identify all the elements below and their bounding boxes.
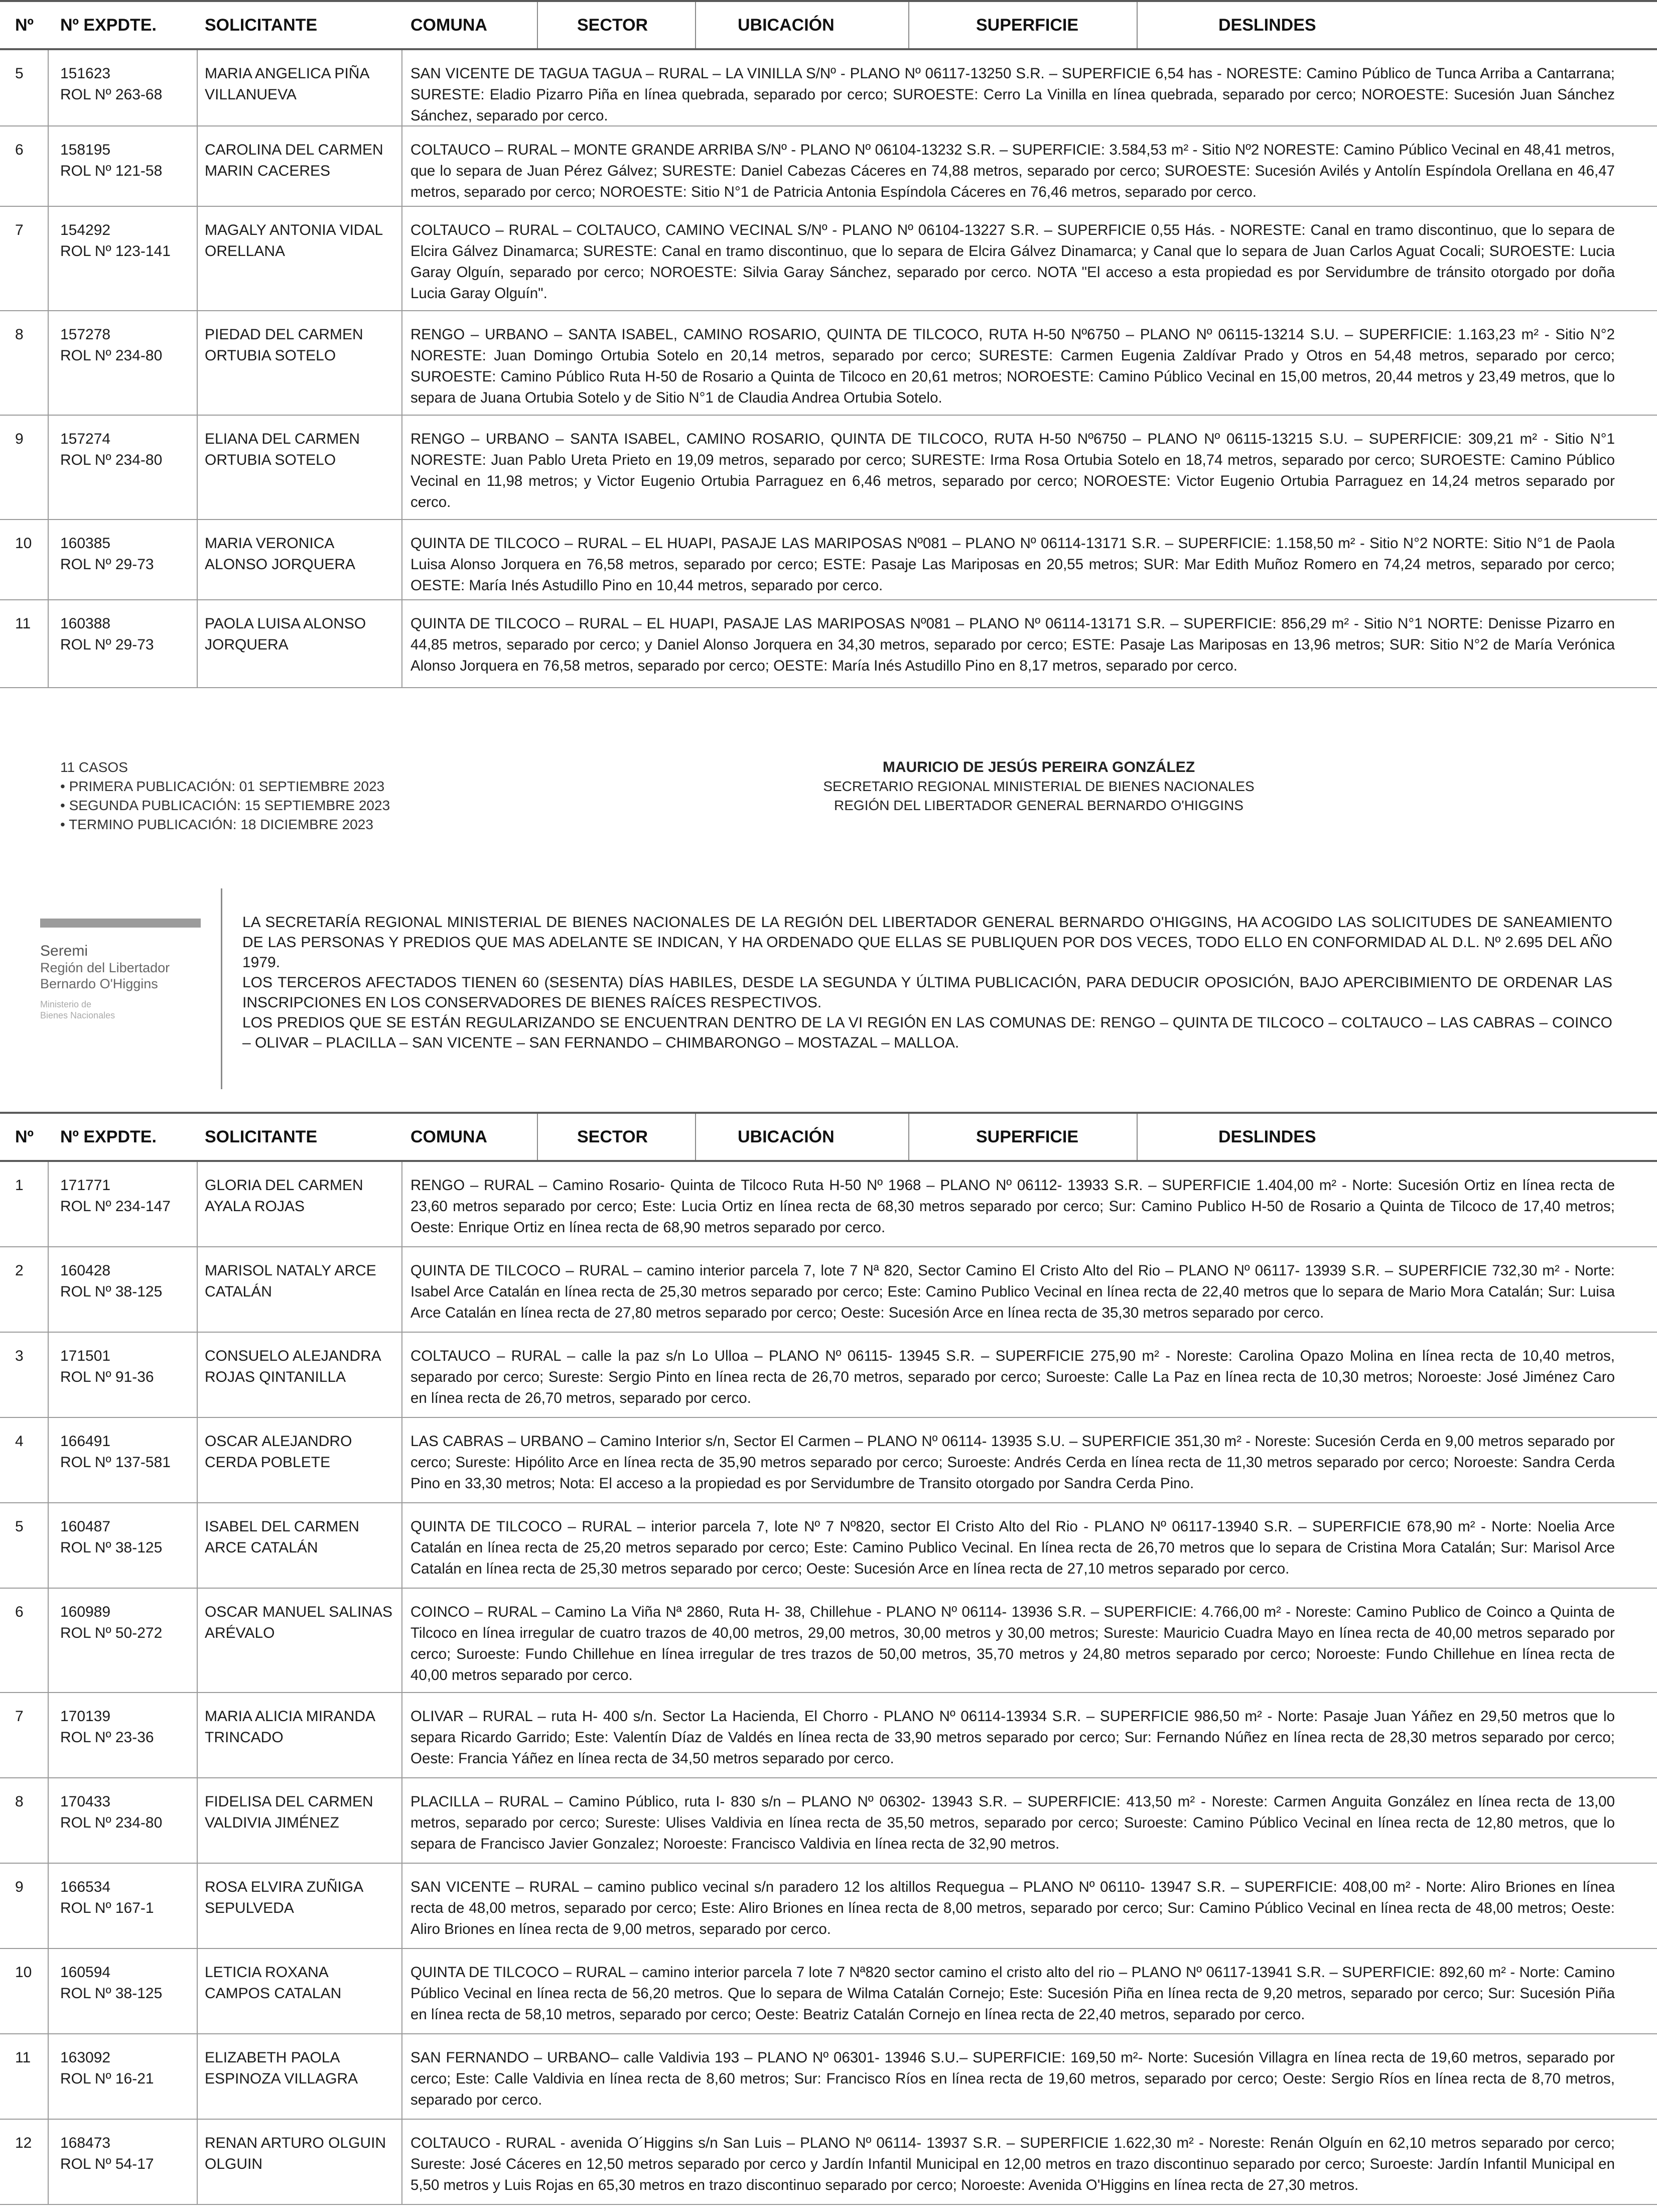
table-row: [0, 416, 1657, 520]
table-row: [0, 2120, 1657, 2205]
header-separator: [908, 1114, 909, 1160]
deslindes-description: OLIVAR – RURAL – ruta H- 400 s/n. Sector La Hacienda, El Chorro - PLANO Nº 06114-13934 S.R. – SUPERFICIE 986,50 m² - Norte: Pasaje Juan Yáñez en 29,50 metros que lo separa Ricardo Garrido; Este: Valentín Díaz de Valdés en línea recta de 33,90 metros separado por cerco; Sur: Fernando Núñez en línea recta de 28,30 metros separado por cerco; Oeste: Francia Yáñez en línea recta de 34,50 metros separado por cerco.: [410, 1708, 1615, 1767]
expediente-number: 170433: [60, 1793, 111, 1810]
header-deslindes: DESLINDES: [1218, 16, 1316, 35]
deslindes-description: LAS CABRAS – URBANO – Camino Interior s/n, Sector El Carmen – PLANO Nº 06114- 13935 S.U. – SUPERFICIE 351,30 m² - Noreste: Sucesión Cerda en 9,00 metros separado por cerco; Sureste: Hipólito Arce en línea recta de 35,90 metros separado por cerco; Suroeste: Andrés Cerda en línea recta de 11,30 metros separado por cerco; Noroeste: Sandra Cerda Pino en 33,30 metros; Nota: El acceso a la propiedad es por Servidumbre de Transito otorgado por Sandra Cerda Pino.: [410, 1433, 1615, 1492]
column-divider: [401, 50, 402, 688]
rol-number: ROL Nº 29-73: [60, 636, 154, 653]
solicitante-name: MARISOL NATALY ARCE CATALÁN: [205, 1262, 376, 1300]
expediente-cell: [60, 1516, 191, 1558]
table-row: [0, 1864, 1657, 1949]
deslindes-description: SAN VICENTE – RURAL – camino publico vecinal s/n paradero 12 los altillos Requegua – PLANO Nº 06110- 13947 S.R. – SUPERFICIE: 408,00 m² - Norte: Aliro Briones en línea recta de 48,00 metros, separado por cerco; Este: Aliro Briones en línea recta de 8,00 metros, separado por cerco; Sur: Camino Público Vecinal en línea recta de 48,00 metros; Oeste: Aliro Briones en línea recta de 9,00 metros, separado por cerco.: [410, 1879, 1615, 1937]
row-number: 5: [15, 65, 24, 82]
expediente-cell: [60, 324, 191, 366]
solicitante-name: FIDELISA DEL CARMEN VALDIVIA JIMÉNEZ: [205, 1793, 373, 1831]
table-row: [0, 600, 1657, 688]
column-divider: [401, 1162, 402, 2205]
table-row: [0, 1503, 1657, 1589]
row-number: 4: [15, 1433, 24, 1450]
row-divider: [0, 2204, 1657, 2205]
expediente-cell: [60, 1877, 191, 1919]
header-comuna: COMUNA: [410, 1127, 487, 1146]
expediente-number: 170139: [60, 1708, 111, 1725]
deslindes-description: COLTAUCO – RURAL – MONTE GRANDE ARRIBA S/Nº - PLANO Nº 06104-13232 S.R. – SUPERFICIE: 3.584,53 m² - Sitio Nº2 NORESTE: Camino Público Vecinal en 48,41 metros, que lo separa de Juan Pérez Gálvez; SURESTE: Daniel Cabezas Cáceres en 74,88 metros, separado por cerco; SUROESTE: Sucesión Avilés y Antolín Espíndola Orellana en 46,47 metros, separado por cerco; NOROESTE: Sitio N°1 de Patricia Antonia Espíndola Cáceres en 76,46 metros, separado por cerco.: [410, 142, 1615, 200]
header-sector: SECTOR: [577, 16, 648, 35]
column-divider: [48, 50, 49, 688]
logo-region-2: Bernardo O'Higgins: [40, 976, 158, 991]
expediente-number: 157278: [60, 326, 111, 343]
expediente-number: 166491: [60, 1433, 111, 1450]
expediente-cell: [60, 220, 191, 262]
deslindes-description: SAN FERNANDO – URBANO– calle Valdivia 193 – PLANO Nº 06301- 13946 S.U.– SUPERFICIE: 169,50 m²- Norte: Sucesión Villagra en línea recta de 19,60 metros, separado por cerco; Este: Calle Valdivia en línea recta de 8,60 metros; Sur: Francisco Ríos en línea recta de 19,60 metros, separado por cerco; Oeste: Sergio Ríos en línea recta de 8,70 metros, separado por cerco.: [410, 2049, 1615, 2108]
expediente-cell: [60, 140, 191, 182]
publication-footer: [0, 753, 1657, 843]
signer-name: MAURICIO DE JESÚS PEREIRA GONZÁLEZ: [882, 759, 1195, 775]
deslindes-description: QUINTA DE TILCOCO – RURAL – interior parcela 7, lote Nº 7 Nº820, sector El Cristo Alto del Rio - PLANO Nº 06117-13940 S.R. – SUPERFICIE 678,90 m² - Norte: Noelia Arce Catalán en línea recta de 25,20 metros separado por cerco; Este: Camino Publico Vecinal. En línea recta de 26,70 metros que lo separa de Cristina Mora Catalán; Sur: Marisol Arce Catalán en línea recta de 25,30 metros separado por cerco; Oeste: Sucesión Arce en línea recta de 27,10 metros separado por cerco.: [410, 1518, 1615, 1577]
deslindes-description: RENGO – URBANO – SANTA ISABEL, CAMINO ROSARIO, QUINTA DE TILCOCO, RUTA H-50 Nº6750 – PLANO Nº 06115-13214 S.U. – SUPERFICIE: 1.163,23 m² - Sitio N°2 NORESTE: Juan Domingo Ortubia Sotelo en 20,14 metros, separado por cerco; SURESTE: Carmen Eugenia Zaldívar Prado y Otros en 54,48 metros, separado por cerco; SUROESTE: Camino Público Ruta H-50 de Rosario a Quinta de Tilcoco en 20,61 metros; NOROESTE: Camino Público Vecinal en 15,00 metros, 20,44 metros y 23,49 metros, que lo separa de Juana Ortubia Sotelo y de Sitio N°1 de Claudia Andrea Ortubia Sotelo.: [410, 326, 1615, 406]
row-number: 7: [15, 1708, 24, 1725]
expediente-number: 160388: [60, 615, 111, 632]
rol-number: ROL Nº 38-125: [60, 1539, 163, 1556]
expediente-cell: [60, 1706, 191, 1748]
row-number: 9: [15, 431, 24, 447]
row-number: 11: [15, 2049, 31, 2066]
header-superficie: SUPERFICIE: [976, 1127, 1079, 1146]
table-block-1: [0, 0, 1657, 688]
deslindes-description: QUINTA DE TILCOCO – RURAL – EL HUAPI, PASAJE LAS MARIPOSAS Nº081 – PLANO Nº 06114-13171 S.R. – SUPERFICIE: 1.158,50 m² - Sitio N°2 NORTE: Sitio N°1 de Paola Luisa Alonso Jorquera en 76,58 metros, separado por cerco; ESTE: Pasaje Las Mariposas en 20,55 metros; SUR: Mar Edith Muñoz Romero en 74,24 metros, separado por cerco; OESTE: María Inés Astudillo Pino en 10,44 metros, separado por cerco.: [410, 535, 1615, 594]
header-expdte: Nº EXPDTE.: [60, 1127, 157, 1146]
header-ubicacion: UBICACIÓN: [738, 16, 835, 35]
logo-ministry-1: Ministerio de: [40, 999, 92, 1009]
header-separator: [695, 2, 696, 48]
header-separator: [908, 2, 909, 48]
header-deslindes: DESLINDES: [1218, 1127, 1316, 1146]
expediente-number: 168473: [60, 2135, 111, 2151]
deslindes-description: QUINTA DE TILCOCO – RURAL – EL HUAPI, PASAJE LAS MARIPOSAS Nº081 – PLANO Nº 06114-13171 S.R. – SUPERFICIE: 856,29 m² - Sitio N°1 NORTE: Denisse Pizarro en 44,85 metros, separado por cerco; y Daniel Alonso Jorquera en 34,30 metros, separado por cerco; ESTE: Pasaje Las Mariposas en 13,96 metros; SUR: Sitio N°2 de María Verónica Alonso Jorquera en 76,58 metros, separado por cerco; OESTE: María Inés Astudillo Pino en 8,17 metros, separado por cerco.: [410, 615, 1615, 674]
solicitante-name: OSCAR ALEJANDRO CERDA POBLETE: [205, 1433, 352, 1471]
column-divider: [197, 1162, 198, 2205]
expediente-cell: [60, 533, 191, 575]
solicitante-name: PAOLA LUISA ALONSO JORQUERA: [205, 615, 366, 653]
table-block-2: [0, 1112, 1657, 2205]
solicitante-name: MAGALY ANTONIA VIDAL ORELLANA: [205, 222, 383, 259]
column-divider: [197, 50, 198, 688]
row-number: 6: [15, 1604, 24, 1620]
header-separator: [537, 2, 538, 48]
rol-number: ROL Nº 29-73: [60, 556, 154, 573]
header-expdte: Nº EXPDTE.: [60, 16, 157, 35]
row-number: 2: [15, 1262, 24, 1279]
expediente-number: 151623: [60, 65, 111, 82]
header-sector: SECTOR: [577, 1127, 648, 1146]
table-row: [0, 1778, 1657, 1864]
expediente-cell: [60, 63, 191, 105]
header-solicitante: SOLICITANTE: [205, 16, 318, 35]
notice-divider: [221, 888, 222, 1089]
deslindes-description: QUINTA DE TILCOCO – RURAL – camino interior parcela 7 lote 7 Nª820 sector camino el cristo alto del rio – PLANO Nº 06117-13941 S.R. – SUPERFICIE: 892,60 m² - Norte: Camino Público Vecinal en línea recta de 56,20 metros. Que lo separa de Wilma Catalán Cornejo; Este: Sucesión Piña en línea recta de 9,20 metros, separado por cerco; Sur: Sucesión Piña en línea recta de 58,10 metros, separado por cerco; Oeste: Beatriz Catalán Cornejo en línea recta de 22,40 metros, separado por cerco.: [410, 1964, 1615, 2023]
expediente-number: 154292: [60, 222, 111, 238]
signer-title: SECRETARIO REGIONAL MINISTERIAL DE BIENES NACIONALES: [823, 778, 1255, 794]
table-row: [0, 1247, 1657, 1333]
rol-number: ROL Nº 38-125: [60, 1283, 163, 1300]
notice-text: [242, 913, 1612, 1053]
row-divider: [0, 687, 1657, 688]
row-number: 8: [15, 1793, 24, 1810]
expediente-cell: [60, 2133, 191, 2175]
solicitante-name: GLORIA DEL CARMEN AYALA ROJAS: [205, 1177, 363, 1215]
solicitante-name: MARIA ALICIA MIRANDA TRINCADO: [205, 1708, 375, 1746]
row-number: 8: [15, 326, 24, 343]
seremi-logo: [40, 919, 201, 1021]
rol-number: ROL Nº 263-68: [60, 86, 163, 103]
cases-count: 11 CASOS: [60, 759, 128, 775]
solicitante-name: LETICIA ROXANA CAMPOS CATALAN: [205, 1964, 342, 2002]
header-ubicacion: UBICACIÓN: [738, 1127, 835, 1146]
solicitante-name: MARIA ANGELICA PIÑA VILLANUEVA: [205, 65, 369, 103]
rol-number: ROL Nº 54-17: [60, 2156, 154, 2172]
expediente-cell: [60, 429, 191, 471]
header-superficie: SUPERFICIE: [976, 16, 1079, 35]
expediente-number: 160428: [60, 1262, 111, 1279]
rol-number: ROL Nº 38-125: [60, 1985, 163, 2002]
deslindes-description: COLTAUCO - RURAL - avenida O´Higgins s/n San Luis – PLANO Nº 06114- 13937 S.R. – SUPERFICIE 1.622,30 m² - Noreste: Renán Olguín en 62,10 metros separado por cerco; Sureste: José Cáceres en 12,50 metros separado por cerco y Jardín Infantil Municipal en 12,00 metros en trazo discontinuo separado por cerco; Suroeste: Jardín Infantil Municipal en 5,50 metros y Luis Rojas en 65,30 metros en trazo discontinuo separado por cerco; Noroeste: Avenida O'Higgins en línea recta de 27,30 metros.: [410, 2135, 1615, 2193]
solicitante-name: ELIANA DEL CARMEN ORTUBIA SOTELO: [205, 431, 360, 468]
column-divider: [48, 1162, 49, 2205]
solicitante-name: ISABEL DEL CARMEN ARCE CATALÁN: [205, 1518, 359, 1556]
header-separator: [537, 1114, 538, 1160]
notice-paragraph-2: LOS TERCEROS AFECTADOS TIENEN 60 (SESENTA) DÍAS HABILES, DESDE LA SEGUNDA Y ÚLTIMA PUBLICACIÓN, PARA DEDUCIR OPOSICIÓN, BAJO APERCIBIMIENTO DE ORDENAR LAS INSCRIPCIONES EN LOS CONSERVADORES DE BIENES RAÍCES RESPECTIVOS.: [242, 974, 1612, 1011]
table-row: [0, 1693, 1657, 1778]
row-number: 10: [15, 535, 32, 552]
header-separator: [695, 1114, 696, 1160]
table-row: [0, 50, 1657, 126]
header-separator: [1137, 1114, 1138, 1160]
solicitante-name: RENAN ARTURO OLGUIN OLGUIN: [205, 2135, 386, 2172]
rol-number: ROL Nº 234-80: [60, 452, 163, 468]
solicitante-name: PIEDAD DEL CARMEN ORTUBIA SOTELO: [205, 326, 363, 364]
table-row: [0, 1949, 1657, 2034]
row-number: 1: [15, 1177, 24, 1194]
rol-number: ROL Nº 16-21: [60, 2070, 154, 2087]
table-row: [0, 1589, 1657, 1693]
deslindes-description: COLTAUCO – RURAL – calle la paz s/n Lo Ulloa – PLANO Nº 06115- 13945 S.R. – SUPERFICIE 275,90 m² - Noreste: Carolina Opazo Molina en línea recta de 10,40 metros, separado por cerco; Sureste: Sergio Pinto en línea recta de 26,70 metros, separado por cerco; Suroeste: Calle La Paz en línea recta de 10,30 metros; Noroeste: José Jiménez Caro en línea recta de 26,70 metros, separado por cerco.: [410, 1348, 1615, 1406]
signature-block: [652, 758, 1425, 815]
row-number: 9: [15, 1879, 24, 1895]
end-publication: • TERMINO PUBLICACIÓN: 18 DICIEMBRE 2023: [60, 817, 373, 832]
expediente-cell: [60, 613, 191, 656]
second-publication: • SEGUNDA PUBLICACIÓN: 15 SEPTIEMBRE 2023: [60, 798, 390, 813]
deslindes-description: COLTAUCO – RURAL – COLTAUCO, CAMINO VECINAL S/Nº - PLANO Nº 06104-13227 S.R. – SUPERFICIE 0,55 Hás. - NORESTE: Canal en tramo discontinuo, que lo separa de Elcira Gálvez Dinamarca; SURESTE: Canal en tramo discontinuo, que lo separa de Elcira Gálvez Dinamarca; y Canal que lo separa de Juan Carlos Aguat Cocali; SUROESTE: Lucia Garay Olguín, separado por cerco; NOROESTE: Silvia Garay Sánchez, separado por cerco. NOTA "El acceso a esta propiedad es por Servidumbre de tránsito otorgado por doña Lucia Garay Olguín".: [410, 222, 1615, 302]
header-num: Nº: [15, 1127, 34, 1146]
table-header: [0, 1112, 1657, 1162]
rol-number: ROL Nº 23-36: [60, 1729, 154, 1746]
table-header: [0, 0, 1657, 50]
deslindes-description: COINCO – RURAL – Camino La Viña Nª 2860, Ruta H- 38, Chillehue - PLANO Nº 06114- 13936 S.R. – SUPERFICIE: 4.766,00 m² - Noreste: Camino Publico de Coinco a Quinta de Tilcoco en línea irregular de cuatro trazos de 40,00 metros, 29,00 metros, 30,00 metros y 30,00 metros; Sureste: Mauricio Cuadra Mayo en línea recta de 40,00 metros separado por cerco; Suroeste: Fundo Chillehue en línea irregular de tres trazos de 50,00 metros, 35,70 metros y 24,80 metros separado por cerco; Noroeste: Fundo Chillehue en línea recta de 40,00 metros separado por cerco.: [410, 1604, 1615, 1683]
deslindes-description: QUINTA DE TILCOCO – RURAL – camino interior parcela 7, lote 7 Nª 820, Sector Camino El Cristo Alto del Rio – PLANO Nº 06117- 13939 S.R. – SUPERFICIE 732,30 m² - Norte: Isabel Arce Catalán en línea recta de 25,30 metros separado por cerco; Este: Camino Publico Vecinal en línea recta de 22,40 metros que lo separa de Mario Mora Catalán; Sur: Luisa Arce Catalán en línea recta de 27,80 metros separado por cerco; Oeste: Sucesión Arce en línea recta de 35,30 metros separado por cerco.: [410, 1262, 1615, 1321]
expediente-number: 171501: [60, 1348, 111, 1364]
logo-flag-icon: [40, 919, 201, 928]
notice-section: [0, 878, 1657, 1089]
row-number: 6: [15, 142, 24, 158]
expediente-number: 160487: [60, 1518, 111, 1535]
table-row: [0, 311, 1657, 416]
solicitante-name: CONSUELO ALEJANDRA ROJAS QINTANILLA: [205, 1348, 381, 1385]
header-comuna: COMUNA: [410, 16, 487, 35]
row-number: 10: [15, 1964, 32, 1981]
expediente-number: 160385: [60, 535, 111, 552]
table-row: [0, 2034, 1657, 2120]
table-row: [0, 520, 1657, 600]
expediente-number: 163092: [60, 2049, 111, 2066]
expediente-cell: [60, 1431, 191, 1473]
row-number: 12: [15, 2135, 32, 2151]
deslindes-description: PLACILLA – RURAL – Camino Público, ruta I- 830 s/n – PLANO Nº 06302- 13943 S.R. – SUPERFICIE: 413,50 m² - Noreste: Carmen Anguita González en línea recta de 13,00 metros, separado por cerco; Sureste: Ulises Valdivia en línea recta de 35,50 metros, separado por cerco; Suroeste: Camino Público Vecinal en línea recta de 12,80 metros, que lo separa de Francisco Javier Gonzalez; Noroeste: Francisco Valdivia en línea recta de 32,90 metros.: [410, 1793, 1615, 1852]
rol-number: ROL Nº 121-58: [60, 163, 163, 179]
row-number: 7: [15, 222, 24, 238]
expediente-cell: [60, 1260, 191, 1303]
notice-paragraph-3: LOS PREDIOS QUE SE ESTÁN REGULARIZANDO SE ENCUENTRAN DENTRO DE LA VI REGIÓN EN LAS COMUNAS DE: RENGO – QUINTA DE TILCOCO – COLTAUCO – LAS CABRAS – COINCO – OLIVAR – PLACILLA – SAN VICENTE – SAN FERNANDO – CHIMBARONGO – MOSTAZAL – MALLOA.: [242, 1014, 1612, 1051]
logo-ministry-2: Bienes Nacionales: [40, 1010, 115, 1020]
row-number: 3: [15, 1348, 24, 1364]
rol-number: ROL Nº 234-80: [60, 347, 163, 364]
rol-number: ROL Nº 91-36: [60, 1369, 154, 1385]
row-number: 5: [15, 1518, 24, 1535]
expediente-cell: [60, 1346, 191, 1388]
header-separator: [1137, 2, 1138, 48]
expediente-number: 158195: [60, 142, 111, 158]
notice-paragraph-1: LA SECRETARÍA REGIONAL MINISTERIAL DE BIENES NACIONALES DE LA REGIÓN DEL LIBERTADOR GENERAL BERNARDO O'HIGGINS, HA ACOGIDO LAS SOLICITUDES DE SANEAMIENTO DE LAS PERSONAS Y PREDIOS QUE MAS ADELANTE SE INDICAN, Y HA ORDENADO QUE ELLAS SE PUBLIQUEN POR DOS VECES, TODO ELLO EN CONFORMIDAD AL D.L. Nº 2.695 DEL AÑO 1979.: [242, 914, 1612, 971]
solicitante-name: ELIZABETH PAOLA ESPINOZA VILLAGRA: [205, 2049, 358, 2087]
solicitante-name: OSCAR MANUEL SALINAS ARÉVALO: [205, 1604, 392, 1641]
rol-number: ROL Nº 234-147: [60, 1198, 171, 1215]
expediente-number: 160989: [60, 1604, 111, 1620]
rol-number: ROL Nº 123-141: [60, 243, 171, 259]
expediente-cell: [60, 2047, 191, 2090]
logo-region-1: Región del Libertador: [40, 960, 170, 975]
row-number: 11: [15, 615, 31, 632]
rol-number: ROL Nº 50-272: [60, 1625, 163, 1641]
expediente-cell: [60, 1602, 191, 1644]
table-row: [0, 1418, 1657, 1503]
solicitante-name: MARIA VERONICA ALONSO JORQUERA: [205, 535, 356, 573]
deslindes-description: SAN VICENTE DE TAGUA TAGUA – RURAL – LA VINILLA S/Nº - PLANO Nº 06117-13250 S.R. – SUPERFICIE 6,54 has - NORESTE: Camino Público de Tunca Arriba a Cantarrana; SURESTE: Eladio Pizarro Piña en línea quebrada, separado por cerco; SUROESTE: Cerro La Vinilla en línea quebrada, separado por cerco; NOROESTE: Sucesión Juan Sánchez Sánchez, separado por cerco.: [410, 65, 1615, 124]
expediente-cell: [60, 1962, 191, 2004]
deslindes-description: RENGO – RURAL – Camino Rosario- Quinta de Tilcoco Ruta H-50 Nº 1968 – PLANO Nº 06112- 13933 S.R. – SUPERFICIE 1.404,00 m² - Norte: Sucesión Ortiz en línea recta de 23,60 metros separado por cerco; Este: Lucia Ortiz en línea recta de 68,30 metros separado por cerco; Sur: Camino Publico H-50 de Rosario a Quinta de Tilcoco de 17,40 metros; Oeste: Enrique Ortiz en línea recta de 68,90 metros separado por cerco.: [410, 1177, 1615, 1236]
expediente-cell: [60, 1791, 191, 1834]
expediente-number: 160594: [60, 1964, 111, 1981]
table-row: [0, 207, 1657, 311]
first-publication: • PRIMERA PUBLICACIÓN: 01 SEPTIEMBRE 2023: [60, 778, 385, 794]
expediente-number: 157274: [60, 431, 111, 447]
header-num: Nº: [15, 16, 34, 35]
rol-number: ROL Nº 137-581: [60, 1454, 171, 1471]
expediente-cell: [60, 1175, 191, 1217]
table-row: [0, 126, 1657, 207]
solicitante-name: CAROLINA DEL CARMEN MARIN CACERES: [205, 142, 383, 179]
expediente-number: 166534: [60, 1879, 111, 1895]
rol-number: ROL Nº 167-1: [60, 1900, 154, 1916]
deslindes-description: RENGO – URBANO – SANTA ISABEL, CAMINO ROSARIO, QUINTA DE TILCOCO, RUTA H-50 Nº6750 – PLANO Nº 06115-13215 S.U. – SUPERFICIE: 309,21 m² - Sitio N°1 NORESTE: Juan Pablo Ureta Prieto en 19,09 metros, separado por cerco; SURESTE: Irma Rosa Ortubia Sotelo en 18,74 metros, separado por cerco; SUROESTE: Camino Público Vecinal en 11,98 metros; y Victor Eugenio Ortubia Parraguez en 6,46 metros, separado por cerco; NOROESTE: Victor Eugenio Ortubia Parraguez en 14,24 metros separado por cerco.: [410, 431, 1615, 510]
signer-region: REGIÓN DEL LIBERTADOR GENERAL BERNARDO O'HIGGINS: [834, 798, 1244, 813]
table-row: [0, 1162, 1657, 1247]
publication-dates: [60, 758, 390, 834]
solicitante-name: ROSA ELVIRA ZUÑIGA SEPULVEDA: [205, 1879, 363, 1916]
expediente-number: 171771: [60, 1177, 111, 1194]
table-row: [0, 1333, 1657, 1418]
logo-title: Seremi: [40, 943, 88, 959]
header-solicitante: SOLICITANTE: [205, 1127, 318, 1146]
rol-number: ROL Nº 234-80: [60, 1814, 163, 1831]
